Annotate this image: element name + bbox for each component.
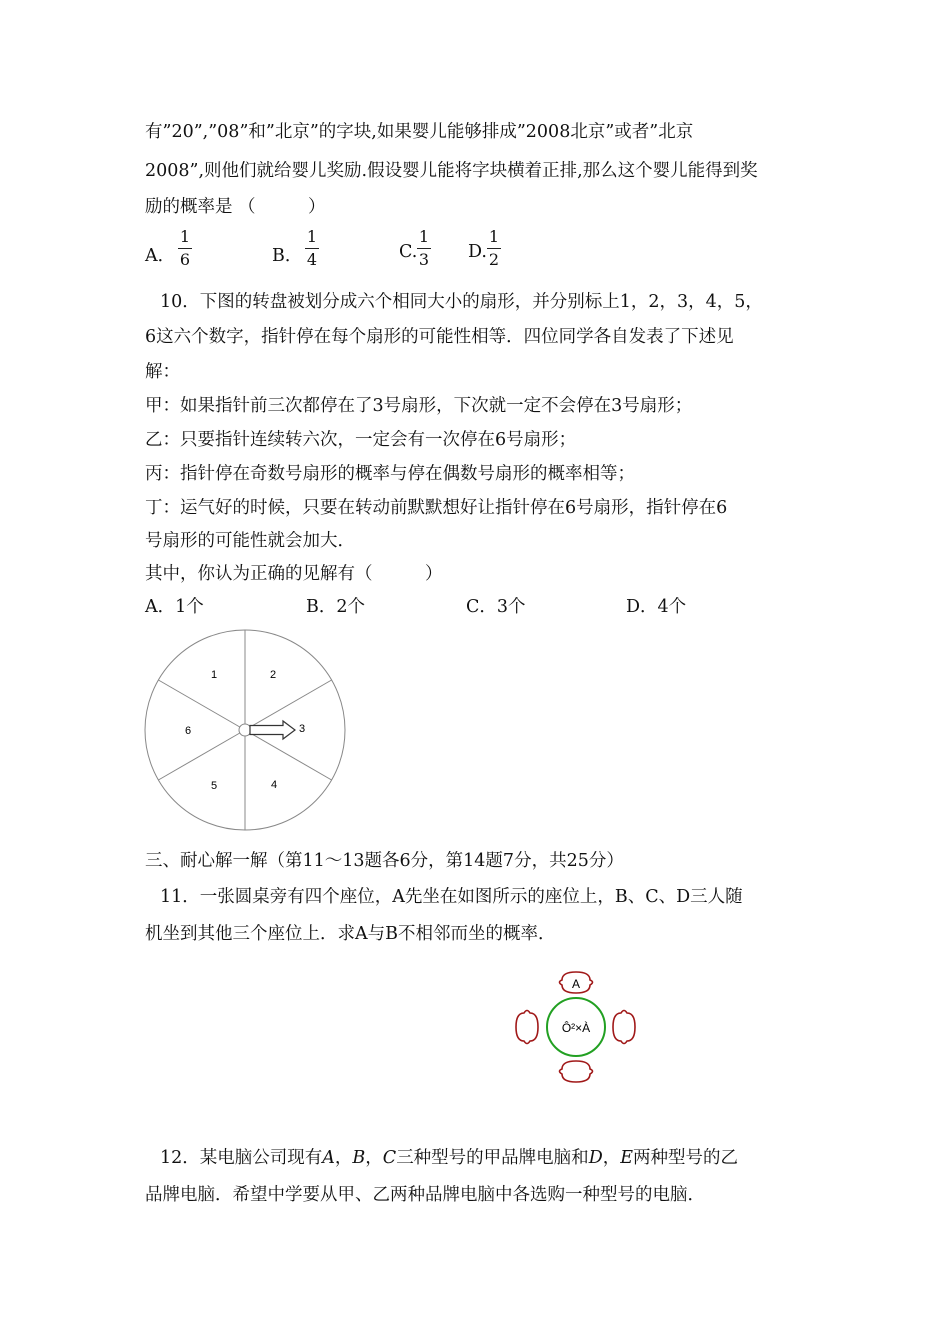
q12-var-b: B [352, 1148, 366, 1168]
q9-option-c-fraction [417, 228, 431, 269]
q12-var-d: D [588, 1148, 603, 1168]
q10-line-3: 解： [145, 362, 180, 382]
q9-line-2: 2008”,则他们就给婴儿奖励.假设婴儿能将字块横着正排,那么这个婴儿能得到奖 [145, 161, 758, 181]
spinner-sector-label-5: 5 [210, 780, 218, 792]
q10-statement-ding-2: 号扇形的可能性就会加大． [145, 531, 355, 551]
q9-option-a-fraction [178, 228, 192, 269]
q9-line-1: 有”20”,”08”和”北京”的字块,如果婴儿能够排成”2008北京”或者”北京 [145, 122, 694, 142]
q12-line-2: 品牌电脑．希望中学要从甲、乙两种品牌电脑中各选购一种型号的电脑． [145, 1185, 705, 1205]
q9-option-a-label: A． [145, 246, 176, 266]
seat-a-label: A [571, 977, 581, 991]
q12-text-b: 三种型号的甲品牌电脑和 [396, 1148, 589, 1168]
q9-option-b-numerator: 1 [306, 227, 318, 246]
q10-option-b: B．2个 [306, 597, 365, 617]
seat-bottom [560, 1061, 593, 1082]
fraction-bar [417, 248, 431, 249]
q10-statement-bing: 丙：指针停在奇数号扇形的概率与停在偶数号扇形的概率相等； [145, 464, 635, 484]
q12-sep-2: ， [365, 1148, 383, 1168]
spinner-sector-label-4: 4 [270, 779, 278, 791]
spinner-sector-label-3: 3 [298, 723, 306, 735]
q12-var-a: A [322, 1148, 335, 1168]
q12-var-e: E [620, 1148, 633, 1168]
q9-line-3: 励的概率是 （ ） [145, 197, 326, 217]
spinner-sector-label-6: 6 [184, 725, 192, 737]
q9-option-d-numerator: 1 [488, 227, 500, 246]
q10-option-c: C．3个 [466, 597, 526, 617]
round-table-label: Ô²×À [561, 1021, 591, 1035]
q10-option-a: A．1个 [145, 597, 204, 617]
q10-prompt: 其中，你认为正确的见解有（ ） [145, 564, 443, 584]
q9-option-c-numerator: 1 [418, 227, 430, 246]
spinner-divider-upper-left [158, 680, 245, 730]
q9-option-b-label: B． [272, 246, 303, 266]
section-3-heading: 三、耐心解一解（第11～13题各6分，第14题7分，共25分） [145, 851, 624, 871]
spinner-divider-lower-left [158, 730, 245, 780]
fraction-bar [178, 248, 192, 249]
seat-right [613, 1011, 635, 1044]
q12-var-c: C [382, 1148, 397, 1168]
spinner-figure [140, 625, 350, 835]
spinner-sector-label-1: 1 [210, 669, 218, 681]
q10-line-2: 6这六个数字，指针停在每个扇形的可能性相等．四位同学各自发表了下述见 [145, 327, 734, 347]
spinner-divider-upper-right [245, 680, 332, 730]
q12-text-a: 12．某电脑公司现有 [160, 1148, 323, 1168]
seat-left [516, 1011, 538, 1044]
q9-option-d-label: D. [468, 242, 487, 262]
spinner-sector-label-2: 2 [269, 669, 277, 681]
q11-line-2: 机坐到其他三个座位上．求A与B不相邻而坐的概率． [145, 924, 556, 944]
spinner-divider-lower-right [245, 730, 332, 780]
q10-statement-jia: 甲：如果指针前三次都停在了3号扇形，下次就一定不会停在3号扇形； [145, 396, 693, 416]
q10-statement-yi: 乙：只要指针连续转六次，一定会有一次停在6号扇形； [145, 430, 577, 450]
q12-sep-1: ， [334, 1148, 353, 1168]
spinner-hub [239, 724, 251, 736]
fraction-bar [487, 248, 501, 249]
q9-option-c-denominator: 3 [418, 250, 430, 269]
q9-option-a-numerator: 1 [179, 227, 191, 246]
q12-sep-3: ， [602, 1148, 621, 1168]
q9-option-d-fraction [487, 228, 501, 269]
round-table-figure [510, 965, 645, 1090]
q12-line-1 [160, 1144, 738, 1169]
q9-option-b-fraction [305, 228, 319, 269]
q9-option-b-denominator: 4 [306, 250, 318, 269]
q10-line-1: 10．下图的转盘被划分成六个相同大小的扇形，并分别标上1，2，3，4，5， [160, 292, 763, 312]
q12-text-c: 两种型号的乙 [633, 1148, 738, 1168]
q9-option-d-denominator: 2 [488, 250, 500, 269]
fraction-bar [305, 248, 319, 249]
q10-option-d: D．4个 [626, 597, 687, 617]
q9-option-a-denominator: 6 [179, 250, 191, 269]
q11-line-1: 11．一张圆桌旁有四个座位，A先坐在如图所示的座位上，B、C、D三人随 [160, 887, 743, 907]
q10-statement-ding-1: 丁：运气好的时候，只要在转动前默默想好让指针停在6号扇形，指针停在6 [145, 498, 728, 518]
q9-option-c-label: C. [399, 242, 418, 262]
